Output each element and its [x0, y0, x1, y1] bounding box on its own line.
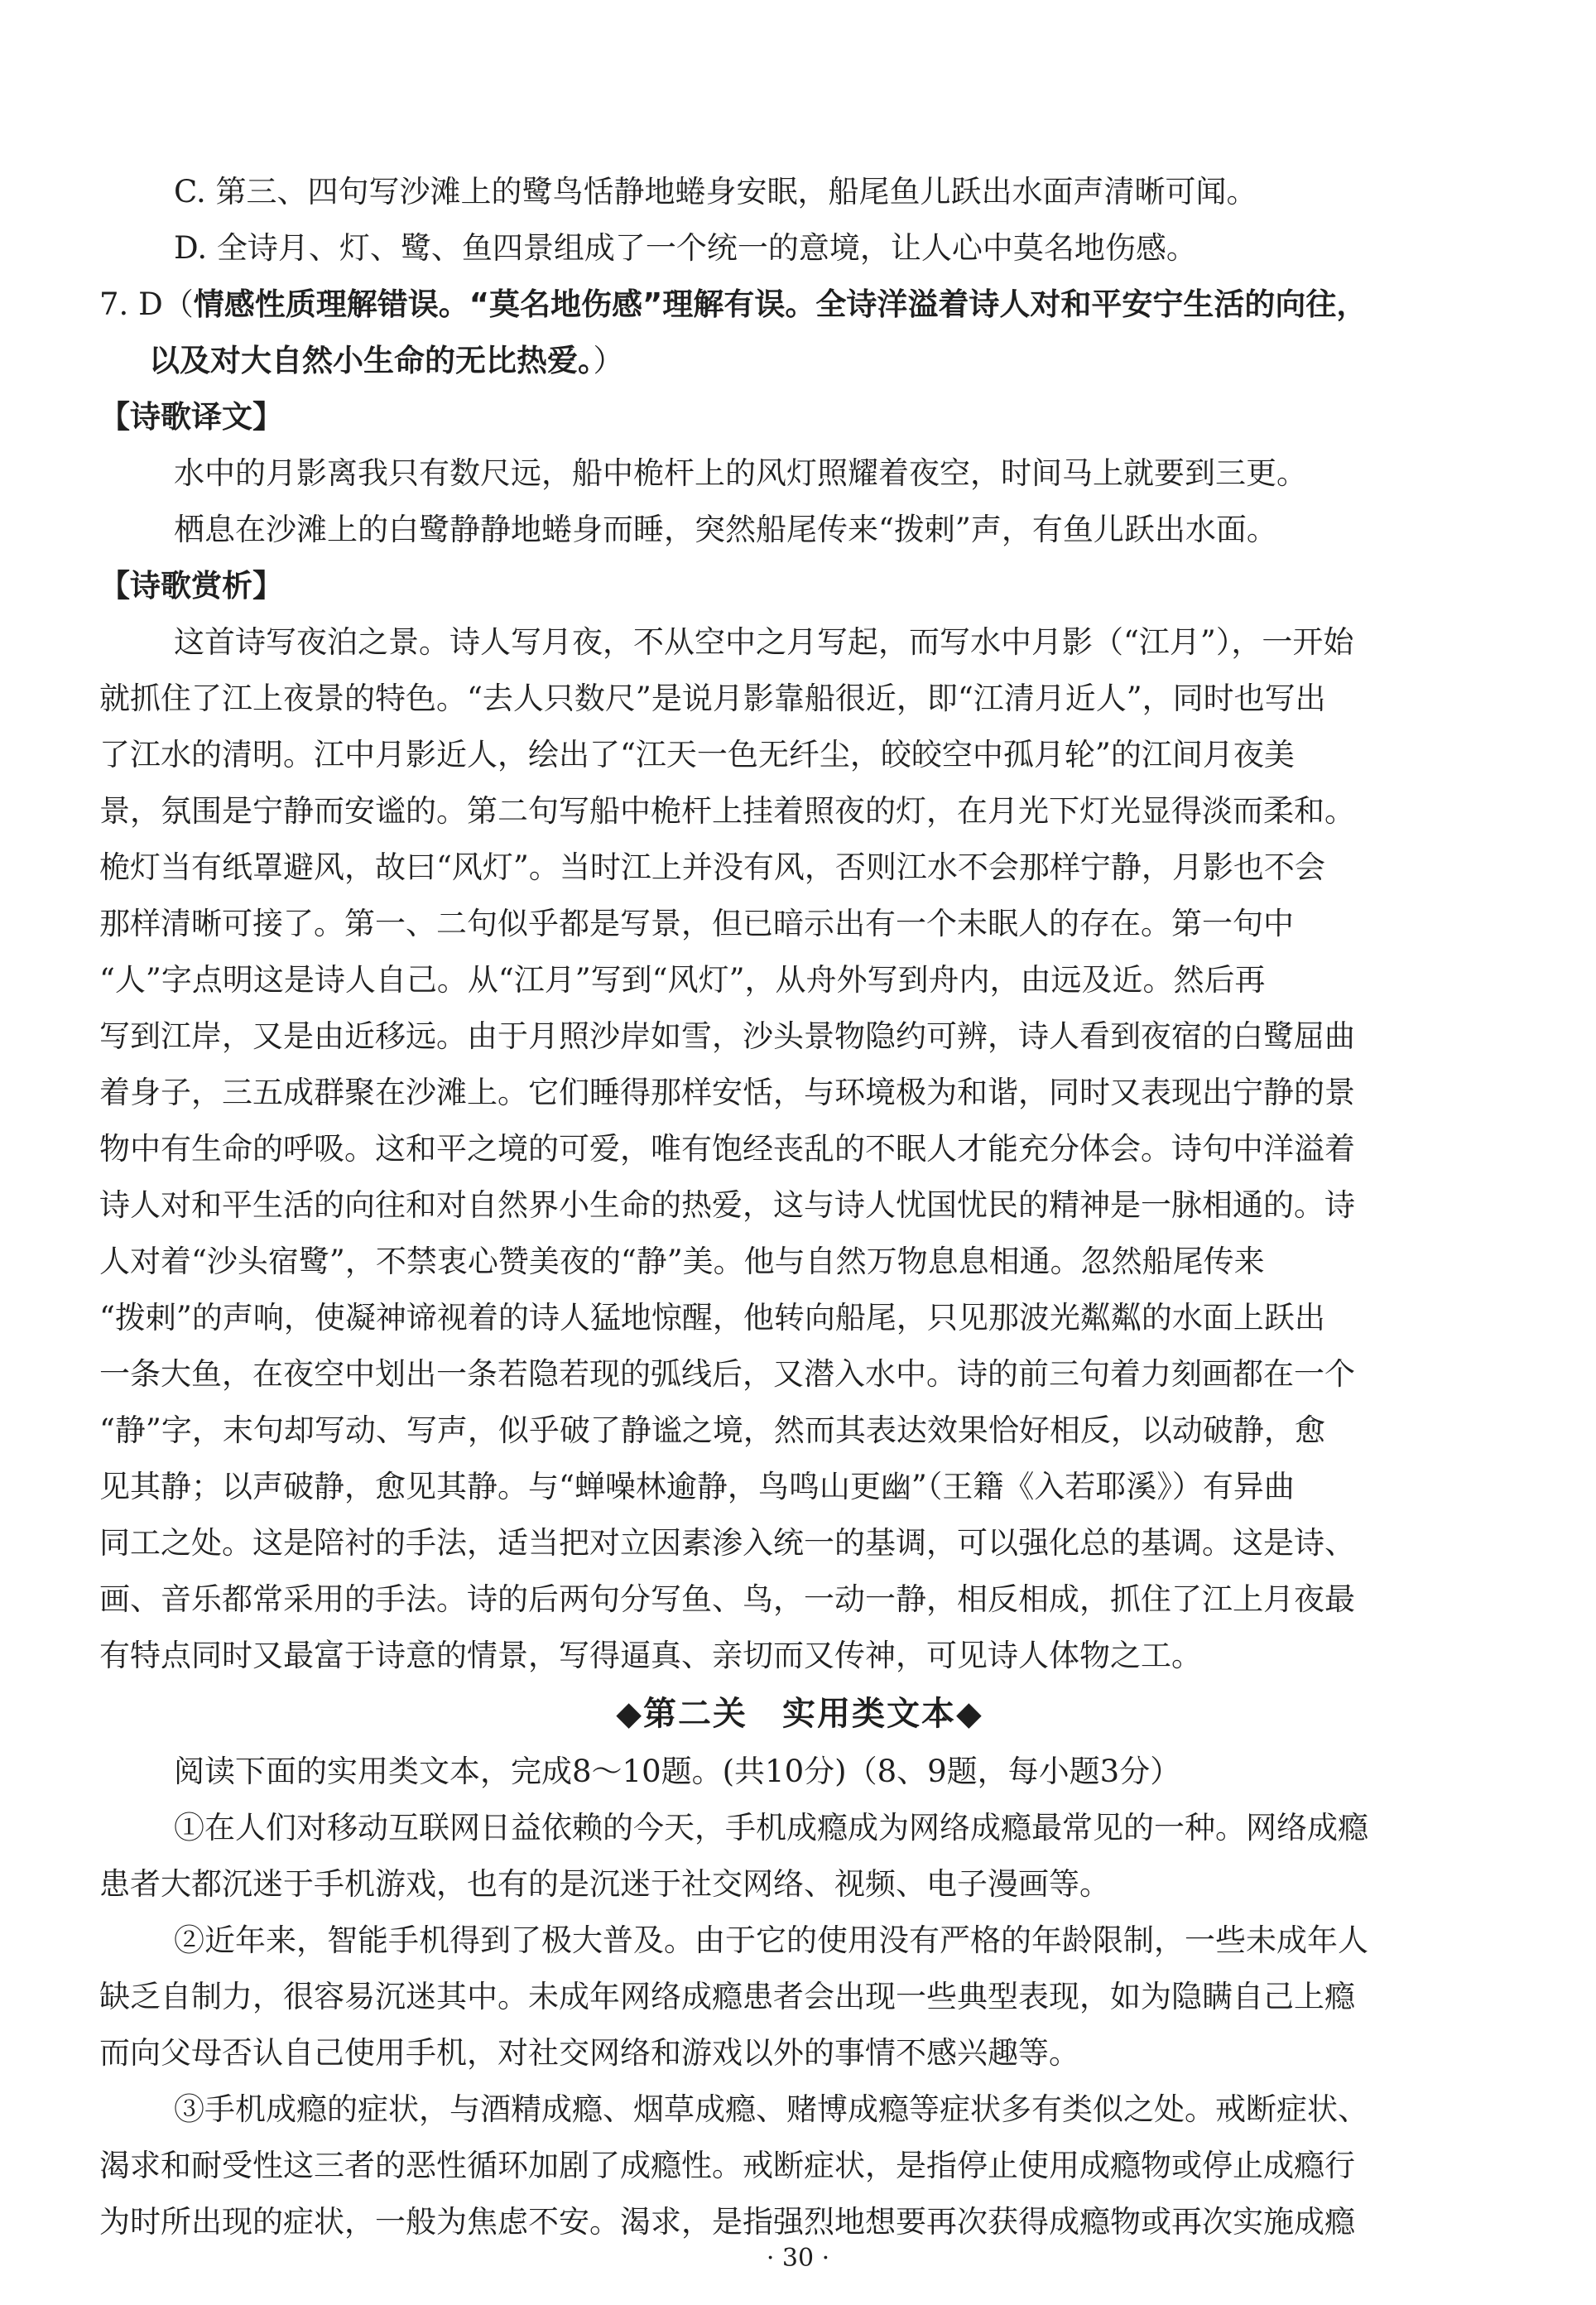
article-line: 而向父母否认自己使用手机，对社交网络和游戏以外的事情不感兴趣等。 — [99, 2035, 1079, 2071]
appreciation-line: 物中有生命的呼吸。这和平之境的可爱，唯有饱经丧乱的不眠人才能充分体会。诗句中洋溢着 — [99, 1131, 1355, 1167]
answer-explanation-2: 以及对大自然小生命的无比热爱。 — [149, 343, 594, 378]
appreciation-line: 一条大鱼，在夜空中划出一条若隐若现的弧线后，又潜入水中。诗的前三句着力刻画都在一个 — [99, 1356, 1355, 1392]
answer-block — [99, 277, 1500, 389]
appreciation-line: “拨剌”的声响，使凝神谛视着的诗人猛地惊醒，他转向船尾，只见那波光粼粼的水面上跃出 — [99, 1300, 1325, 1335]
appreciation-line: 就抓住了江上夜景的特色。“去人只数尺”是说月影靠船很近，即“江清月近人”，同时也写出 — [99, 681, 1326, 716]
article-line: 为时所出现的症状，一般为焦虑不安。渴求，是指强烈地想要再次获得成瘾物或再次实施成瘾 — [99, 2204, 1355, 2240]
answer-line-1 — [99, 277, 1500, 333]
translation-heading: 【诗歌译文】 — [99, 399, 283, 435]
appreciation-line: 诗人对和平生活的向往和对自然界小生命的热爱，这与诗人忧国忧民的精神是一脉相通的。诗 — [99, 1187, 1355, 1223]
section-title: ◆第二关 实用类文本◆ — [616, 1695, 983, 1733]
appreciation-line: 着身子，三五成群聚在沙滩上。它们睡得那样安恬，与环境极为和谐，同时又表现出宁静的景 — [99, 1075, 1355, 1110]
article-line: 患者大都沉迷于手机游戏，也有的是沉迷于社交网络、视频、电子漫画等。 — [99, 1866, 1110, 1902]
article-line: ②近年来，智能手机得到了极大普及。由于它的使用没有严格的年龄限制，一些未成年人 — [174, 1922, 1368, 1958]
article-line: 缺乏自制力，很容易沉迷其中。未成年网络成瘾患者会出现一些典型表现，如为隐瞒自己上瘾 — [99, 1979, 1355, 2014]
appreciation-line: 桅灯当有纸罩避风，故曰“风灯”。当时江上并没有风，否则江水不会那样宁静，月影也不会 — [99, 849, 1325, 885]
appreciation-line: 那样清晰可接了。第一、二句似乎都是写景，但已暗示出有一个未眠人的存在。第一句中 — [99, 906, 1294, 941]
appreciation-line: 景，氛围是宁静而安谧的。第二句写船中桅杆上挂着照夜的灯，在月光下灯光显得淡而柔和。 — [99, 793, 1355, 829]
appreciation-line: 人对着“沙头宿鹭”，不禁衷心赞美夜的“静”美。他与自然万物息息相通。忽然船尾传来 — [99, 1244, 1265, 1279]
page-content — [99, 164, 1500, 2250]
appreciation-line: 写到江岸，又是由近移远。由于月照沙岸如雪，沙头景物隐约可辨，诗人看到夜宿的白鹭屈曲 — [99, 1018, 1355, 1054]
appreciation-line: 了江水的清明。江中月影近人，绘出了“江天一色无纤尘，皎皎空中孤月轮”的江间月夜美 — [99, 737, 1295, 772]
appreciation-text — [99, 614, 1500, 1684]
page-number: · 30 · — [766, 2244, 830, 2273]
appreciation-line: 见其静；以声破静，愈见其静。与“蝉噪林逾静，鸟鸣山更幽”（王籍《入若耶溪》）有异曲 — [99, 1469, 1295, 1504]
article-paragraph-1 — [99, 1800, 1500, 1913]
appreciation-heading: 【诗歌赏析】 — [99, 568, 283, 604]
article-paragraph-2 — [99, 1913, 1500, 2081]
answer-prefix: 7. D（ — [99, 286, 194, 322]
section-instruction: 阅读下面的实用类文本，完成8～10题。(共10分)（8、9题，每小题3分） — [174, 1754, 1181, 1789]
appreciation-line: 这首诗写夜泊之景。诗人写月夜，不从空中之月写起，而写水中月影（“江月”），一开始 — [174, 624, 1354, 660]
article-line: 渴求和耐受性这三者的恶性循环加剧了成瘾性。戒断症状，是指停止使用成瘾物或停止成瘾行 — [99, 2148, 1355, 2183]
appreciation-line: 有特点同时又最富于诗意的情景，写得逼真、亲切而又传神，可见诗人体物之工。 — [99, 1638, 1202, 1673]
translation-line-1: 水中的月影离我只有数尺远，船中桅杆上的风灯照耀着夜空，时间马上就要到三更。 — [174, 455, 1307, 491]
answer-explanation-1: 情感性质理解错误。“莫名地伤感”理解有误。全诗洋溢着诗人对和平安宁生活的向往， — [193, 286, 1368, 322]
appreciation-line: 画、音乐都常采用的手法。诗的后两句分写鱼、鸟，一动一静，相反相成，抓住了江上月夜最 — [99, 1581, 1355, 1617]
answer-suffix: ） — [593, 343, 624, 378]
answer-line-2 — [99, 333, 1500, 389]
article-paragraph-3 — [99, 2081, 1500, 2250]
appreciation-line: 同工之处。这是陪衬的手法，适当把对立因素渗入统一的基调，可以强化总的基调。这是诗、 — [99, 1525, 1355, 1561]
appreciation-line: “静”字，末句却写动、写声，似乎破了静谧之境，然而其表达效果恰好相反，以动破静，愈 — [99, 1412, 1325, 1448]
option-c: C. 第三、四句写沙滩上的鹭鸟恬静地蜷身安眠，船尾鱼儿跃出水面声清晰可闻。 — [174, 174, 1257, 209]
option-d: D. 全诗月、灯、鹭、鱼四景组成了一个统一的意境，让人心中莫名地伤感。 — [174, 230, 1197, 266]
appreciation-line: “人”字点明这是诗人自己。从“江月”写到“风灯”，从舟外写到舟内，由远及近。然后再 — [99, 962, 1266, 998]
article-line: ①在人们对移动互联网日益依赖的今天，手机成瘾成为网络成瘾最常见的一种。网络成瘾 — [174, 1810, 1368, 1845]
translation-line-2: 栖息在沙滩上的白鹭静静地蜷身而睡，突然船尾传来“拨剌”声，有鱼儿跃出水面。 — [174, 512, 1277, 547]
article-line: ③手机成瘾的症状，与酒精成瘾、烟草成瘾、赌博成瘾等症状多有类似之处。戒断症状、 — [174, 2091, 1368, 2127]
